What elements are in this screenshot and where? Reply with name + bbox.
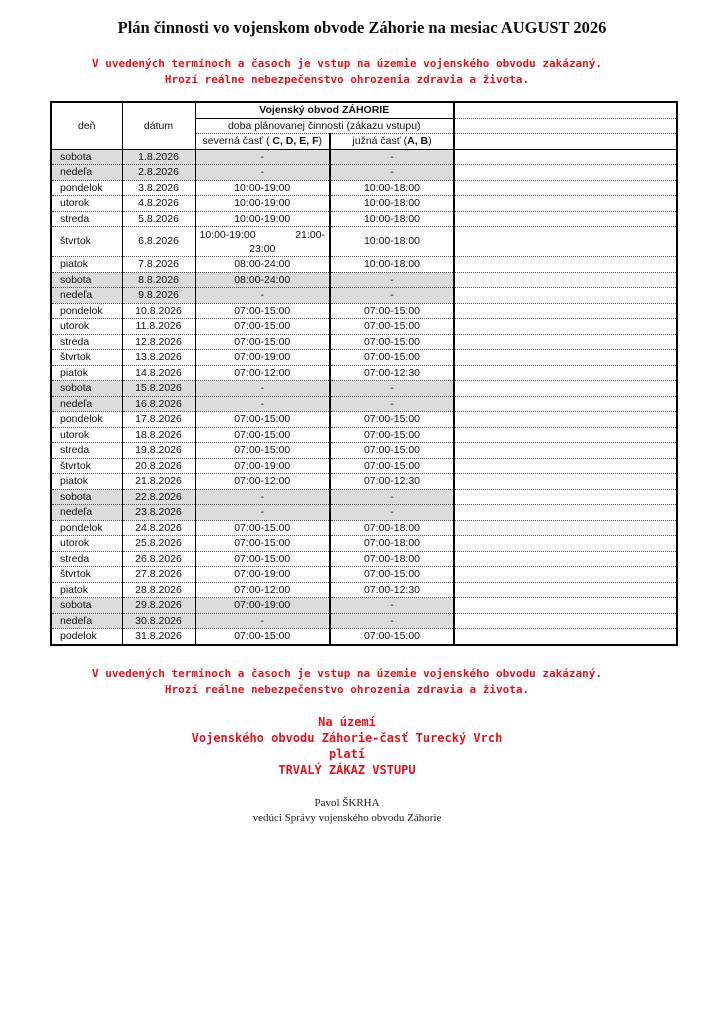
- cell-severna: -: [195, 149, 330, 165]
- cell-juzna: 07:00-15:00: [330, 303, 454, 319]
- cell-extra: [454, 180, 677, 196]
- cell-datum: 4.8.2026: [122, 196, 195, 212]
- cell-severna: 07:00-15:00: [195, 303, 330, 319]
- cell-extra: [454, 567, 677, 583]
- cell-severna: -: [195, 165, 330, 181]
- cell-datum: 27.8.2026: [122, 567, 195, 583]
- cell-datum: 12.8.2026: [122, 334, 195, 350]
- table-row: [51, 629, 677, 645]
- cell-severna: -: [195, 505, 330, 521]
- table-row: [51, 396, 677, 412]
- cell-den: sobota: [51, 598, 122, 614]
- cell-den: piatok: [51, 474, 122, 490]
- cell-den: streda: [51, 211, 122, 227]
- cell-den: pondelok: [51, 303, 122, 319]
- table-row: [51, 350, 677, 366]
- cell-datum: 6.8.2026: [122, 227, 195, 257]
- cell-datum: 22.8.2026: [122, 489, 195, 505]
- signature-block: [0, 796, 694, 826]
- header-group: Vojenský obvod ZÁHORIE: [195, 102, 454, 118]
- cell-den: streda: [51, 443, 122, 459]
- cell-severna: 07:00-15:00: [195, 319, 330, 335]
- cell-extra: [454, 257, 677, 273]
- table-row: [51, 567, 677, 583]
- cell-den: štvrtok: [51, 458, 122, 474]
- cell-den: nedeľa: [51, 613, 122, 629]
- cell-severna: 07:00-15:00: [195, 629, 330, 645]
- cell-datum: 1.8.2026: [122, 149, 195, 165]
- cell-den: nedeľa: [51, 396, 122, 412]
- cell-severna: -: [195, 489, 330, 505]
- cell-datum: 18.8.2026: [122, 427, 195, 443]
- cell-juzna: -: [330, 613, 454, 629]
- header-extra-1: [454, 102, 677, 118]
- warning-top-line1: V uvedených termínoch a časoch je vstup na územie vojenského obvodu zakázaný.: [92, 57, 602, 70]
- cell-extra: [454, 458, 677, 474]
- cell-extra: [454, 412, 677, 428]
- table-row: [51, 381, 677, 397]
- cell-juzna: 07:00-15:00: [330, 334, 454, 350]
- cell-severna: 07:00-19:00: [195, 458, 330, 474]
- signature-name: Pavol ŠKRHA: [314, 797, 380, 809]
- header-severna-sectors: C, D, E, F: [272, 135, 319, 147]
- cell-den: piatok: [51, 365, 122, 381]
- cell-den: štvrtok: [51, 567, 122, 583]
- severna-interval-b-end: 23:00: [249, 242, 276, 255]
- cell-juzna: -: [330, 149, 454, 165]
- warning-bottom-line2: Hrozí reálne nebezpečenstvo ohrozenia zdravia a života.: [164, 683, 530, 696]
- cell-den: pondelok: [51, 180, 122, 196]
- header-datum: dátum: [122, 102, 195, 149]
- cell-den: pondelok: [51, 520, 122, 536]
- cell-datum: 16.8.2026: [122, 396, 195, 412]
- cell-datum: 17.8.2026: [122, 412, 195, 428]
- table-row: [51, 551, 677, 567]
- cell-den: sobota: [51, 272, 122, 288]
- cell-juzna: 07:00-12:30: [330, 474, 454, 490]
- warning-bottom: [0, 666, 694, 698]
- table-row: [51, 227, 677, 257]
- severna-multi-interval: [200, 228, 326, 256]
- ban-line3: platí: [328, 747, 366, 761]
- cell-extra: [454, 551, 677, 567]
- cell-extra: [454, 288, 677, 304]
- cell-severna: 07:00-15:00: [195, 427, 330, 443]
- cell-den: pondelok: [51, 412, 122, 428]
- cell-severna: 07:00-15:00: [195, 412, 330, 428]
- cell-extra: [454, 489, 677, 505]
- cell-den: podelok: [51, 629, 122, 645]
- table-row: [51, 520, 677, 536]
- cell-severna: [195, 227, 330, 257]
- schedule-table: [50, 101, 678, 646]
- header-juzna-prefix: južná časť (: [352, 135, 408, 147]
- cell-severna: 07:00-15:00: [195, 551, 330, 567]
- cell-den: nedeľa: [51, 505, 122, 521]
- cell-severna: 10:00-19:00: [195, 196, 330, 212]
- cell-juzna: 07:00-12:30: [330, 582, 454, 598]
- cell-severna: 07:00-19:00: [195, 598, 330, 614]
- cell-severna: -: [195, 396, 330, 412]
- ban-line2: Vojenského obvodu Záhorie-časť Turecký Vrch: [191, 731, 503, 745]
- page-title: Plán činnosti vo vojenskom obvode Záhorie na mesiac AUGUST 2026: [117, 18, 607, 37]
- cell-den: utorok: [51, 319, 122, 335]
- cell-extra: [454, 443, 677, 459]
- header-severna: [195, 134, 330, 150]
- cell-extra: [454, 613, 677, 629]
- cell-severna: 07:00-19:00: [195, 567, 330, 583]
- table-row: [51, 334, 677, 350]
- table-row: [51, 598, 677, 614]
- cell-severna: 10:00-19:00: [195, 211, 330, 227]
- cell-juzna: 07:00-15:00: [330, 319, 454, 335]
- cell-extra: [454, 365, 677, 381]
- cell-datum: 26.8.2026: [122, 551, 195, 567]
- warning-top-line2: Hrozí reálne nebezpečenstvo ohrozenia zdravia a života.: [164, 73, 530, 86]
- cell-datum: 10.8.2026: [122, 303, 195, 319]
- cell-datum: 13.8.2026: [122, 350, 195, 366]
- cell-extra: [454, 196, 677, 212]
- cell-severna: 07:00-12:00: [195, 365, 330, 381]
- cell-datum: 15.8.2026: [122, 381, 195, 397]
- cell-juzna: 07:00-18:00: [330, 551, 454, 567]
- table-row: [51, 303, 677, 319]
- cell-severna: 07:00-19:00: [195, 350, 330, 366]
- cell-datum: 28.8.2026: [122, 582, 195, 598]
- table-row: [51, 412, 677, 428]
- cell-severna: 10:00-19:00: [195, 180, 330, 196]
- cell-juzna: -: [330, 598, 454, 614]
- cell-juzna: 10:00-18:00: [330, 227, 454, 257]
- severna-interval-b-start: 21:00-: [295, 228, 325, 241]
- header-juzna-suffix: ): [428, 135, 432, 147]
- cell-extra: [454, 505, 677, 521]
- ban-line4: TRVALÝ ZÁKAZ VSTUPU: [278, 763, 416, 777]
- table-row: [51, 272, 677, 288]
- cell-den: sobota: [51, 149, 122, 165]
- cell-juzna: 07:00-18:00: [330, 520, 454, 536]
- table-row: [51, 319, 677, 335]
- table-row: [51, 427, 677, 443]
- cell-datum: 23.8.2026: [122, 505, 195, 521]
- cell-extra: [454, 381, 677, 397]
- cell-datum: 5.8.2026: [122, 211, 195, 227]
- table-row: [51, 443, 677, 459]
- cell-den: nedeľa: [51, 288, 122, 304]
- cell-severna: 07:00-15:00: [195, 334, 330, 350]
- cell-datum: 31.8.2026: [122, 629, 195, 645]
- cell-den: sobota: [51, 489, 122, 505]
- header-extra-3: [454, 134, 677, 150]
- header-severna-suffix: ): [318, 135, 322, 147]
- cell-severna: 07:00-15:00: [195, 520, 330, 536]
- cell-extra: [454, 350, 677, 366]
- cell-den: štvrtok: [51, 350, 122, 366]
- cell-extra: [454, 629, 677, 645]
- cell-datum: 21.8.2026: [122, 474, 195, 490]
- cell-juzna: 10:00-18:00: [330, 257, 454, 273]
- cell-den: piatok: [51, 257, 122, 273]
- header-den: deň: [51, 102, 122, 149]
- cell-datum: 11.8.2026: [122, 319, 195, 335]
- cell-extra: [454, 520, 677, 536]
- table-row: [51, 582, 677, 598]
- table-row: [51, 613, 677, 629]
- cell-den: streda: [51, 551, 122, 567]
- table-row: [51, 489, 677, 505]
- header-juzna: [330, 134, 454, 150]
- cell-juzna: 07:00-15:00: [330, 629, 454, 645]
- cell-datum: 3.8.2026: [122, 180, 195, 196]
- cell-datum: 30.8.2026: [122, 613, 195, 629]
- cell-severna: 07:00-12:00: [195, 474, 330, 490]
- cell-extra: [454, 427, 677, 443]
- table-row: [51, 180, 677, 196]
- table-row: [51, 211, 677, 227]
- cell-datum: 9.8.2026: [122, 288, 195, 304]
- cell-severna: 08:00-24:00: [195, 272, 330, 288]
- cell-juzna: -: [330, 165, 454, 181]
- header-subgroup: doba plánovanej činnosti (zákazu vstupu): [195, 118, 454, 134]
- cell-extra: [454, 303, 677, 319]
- cell-datum: 25.8.2026: [122, 536, 195, 552]
- cell-den: utorok: [51, 427, 122, 443]
- cell-juzna: 07:00-12:30: [330, 365, 454, 381]
- cell-severna: 08:00-24:00: [195, 257, 330, 273]
- cell-datum: 20.8.2026: [122, 458, 195, 474]
- cell-datum: 24.8.2026: [122, 520, 195, 536]
- cell-juzna: -: [330, 396, 454, 412]
- cell-severna: 07:00-15:00: [195, 536, 330, 552]
- cell-den: piatok: [51, 582, 122, 598]
- ban-line1: Na území: [318, 715, 376, 729]
- cell-den: utorok: [51, 536, 122, 552]
- cell-datum: 19.8.2026: [122, 443, 195, 459]
- cell-extra: [454, 582, 677, 598]
- cell-datum: 29.8.2026: [122, 598, 195, 614]
- cell-datum: 8.8.2026: [122, 272, 195, 288]
- cell-severna: 07:00-12:00: [195, 582, 330, 598]
- signature-role: vedúci Správy vojenského obvodu Záhorie: [252, 812, 442, 824]
- cell-severna: -: [195, 381, 330, 397]
- header-severna-prefix: severná časť (: [202, 135, 273, 147]
- entry-ban-notice: [0, 714, 694, 778]
- cell-extra: [454, 474, 677, 490]
- table-row: [51, 257, 677, 273]
- cell-juzna: 07:00-15:00: [330, 427, 454, 443]
- header-extra-2: [454, 118, 677, 134]
- table-row: [51, 196, 677, 212]
- cell-severna: -: [195, 613, 330, 629]
- table-row: [51, 474, 677, 490]
- cell-extra: [454, 227, 677, 257]
- cell-juzna: 07:00-15:00: [330, 567, 454, 583]
- table-row: [51, 288, 677, 304]
- cell-den: sobota: [51, 381, 122, 397]
- cell-extra: [454, 149, 677, 165]
- cell-extra: [454, 211, 677, 227]
- cell-juzna: 10:00-18:00: [330, 211, 454, 227]
- cell-juzna: 07:00-18:00: [330, 536, 454, 552]
- cell-extra: [454, 165, 677, 181]
- cell-extra: [454, 334, 677, 350]
- table-row: [51, 505, 677, 521]
- cell-datum: 7.8.2026: [122, 257, 195, 273]
- cell-juzna: -: [330, 489, 454, 505]
- cell-extra: [454, 598, 677, 614]
- header-juzna-sectors: A, B: [407, 135, 429, 147]
- table-row: [51, 165, 677, 181]
- cell-datum: 2.8.2026: [122, 165, 195, 181]
- warning-bottom-line1: V uvedených termínoch a časoch je vstup na územie vojenského obvodu zakázaný.: [92, 667, 602, 680]
- table-row: [51, 458, 677, 474]
- cell-extra: [454, 319, 677, 335]
- cell-den: nedeľa: [51, 165, 122, 181]
- cell-extra: [454, 272, 677, 288]
- cell-juzna: 07:00-15:00: [330, 350, 454, 366]
- cell-juzna: 07:00-15:00: [330, 443, 454, 459]
- warning-top: [0, 56, 694, 88]
- cell-extra: [454, 536, 677, 552]
- cell-juzna: 10:00-18:00: [330, 180, 454, 196]
- cell-den: štvrtok: [51, 227, 122, 257]
- cell-juzna: -: [330, 272, 454, 288]
- severna-interval-a: 10:00-19:00: [199, 228, 256, 241]
- cell-extra: [454, 396, 677, 412]
- cell-severna: 07:00-15:00: [195, 443, 330, 459]
- cell-severna: -: [195, 288, 330, 304]
- cell-juzna: -: [330, 381, 454, 397]
- table-row: [51, 149, 677, 165]
- cell-den: streda: [51, 334, 122, 350]
- cell-juzna: -: [330, 288, 454, 304]
- cell-juzna: 07:00-15:00: [330, 458, 454, 474]
- cell-juzna: 10:00-18:00: [330, 196, 454, 212]
- table-row: [51, 365, 677, 381]
- cell-juzna: -: [330, 505, 454, 521]
- cell-den: utorok: [51, 196, 122, 212]
- table-row: [51, 536, 677, 552]
- cell-datum: 14.8.2026: [122, 365, 195, 381]
- cell-juzna: 07:00-15:00: [330, 412, 454, 428]
